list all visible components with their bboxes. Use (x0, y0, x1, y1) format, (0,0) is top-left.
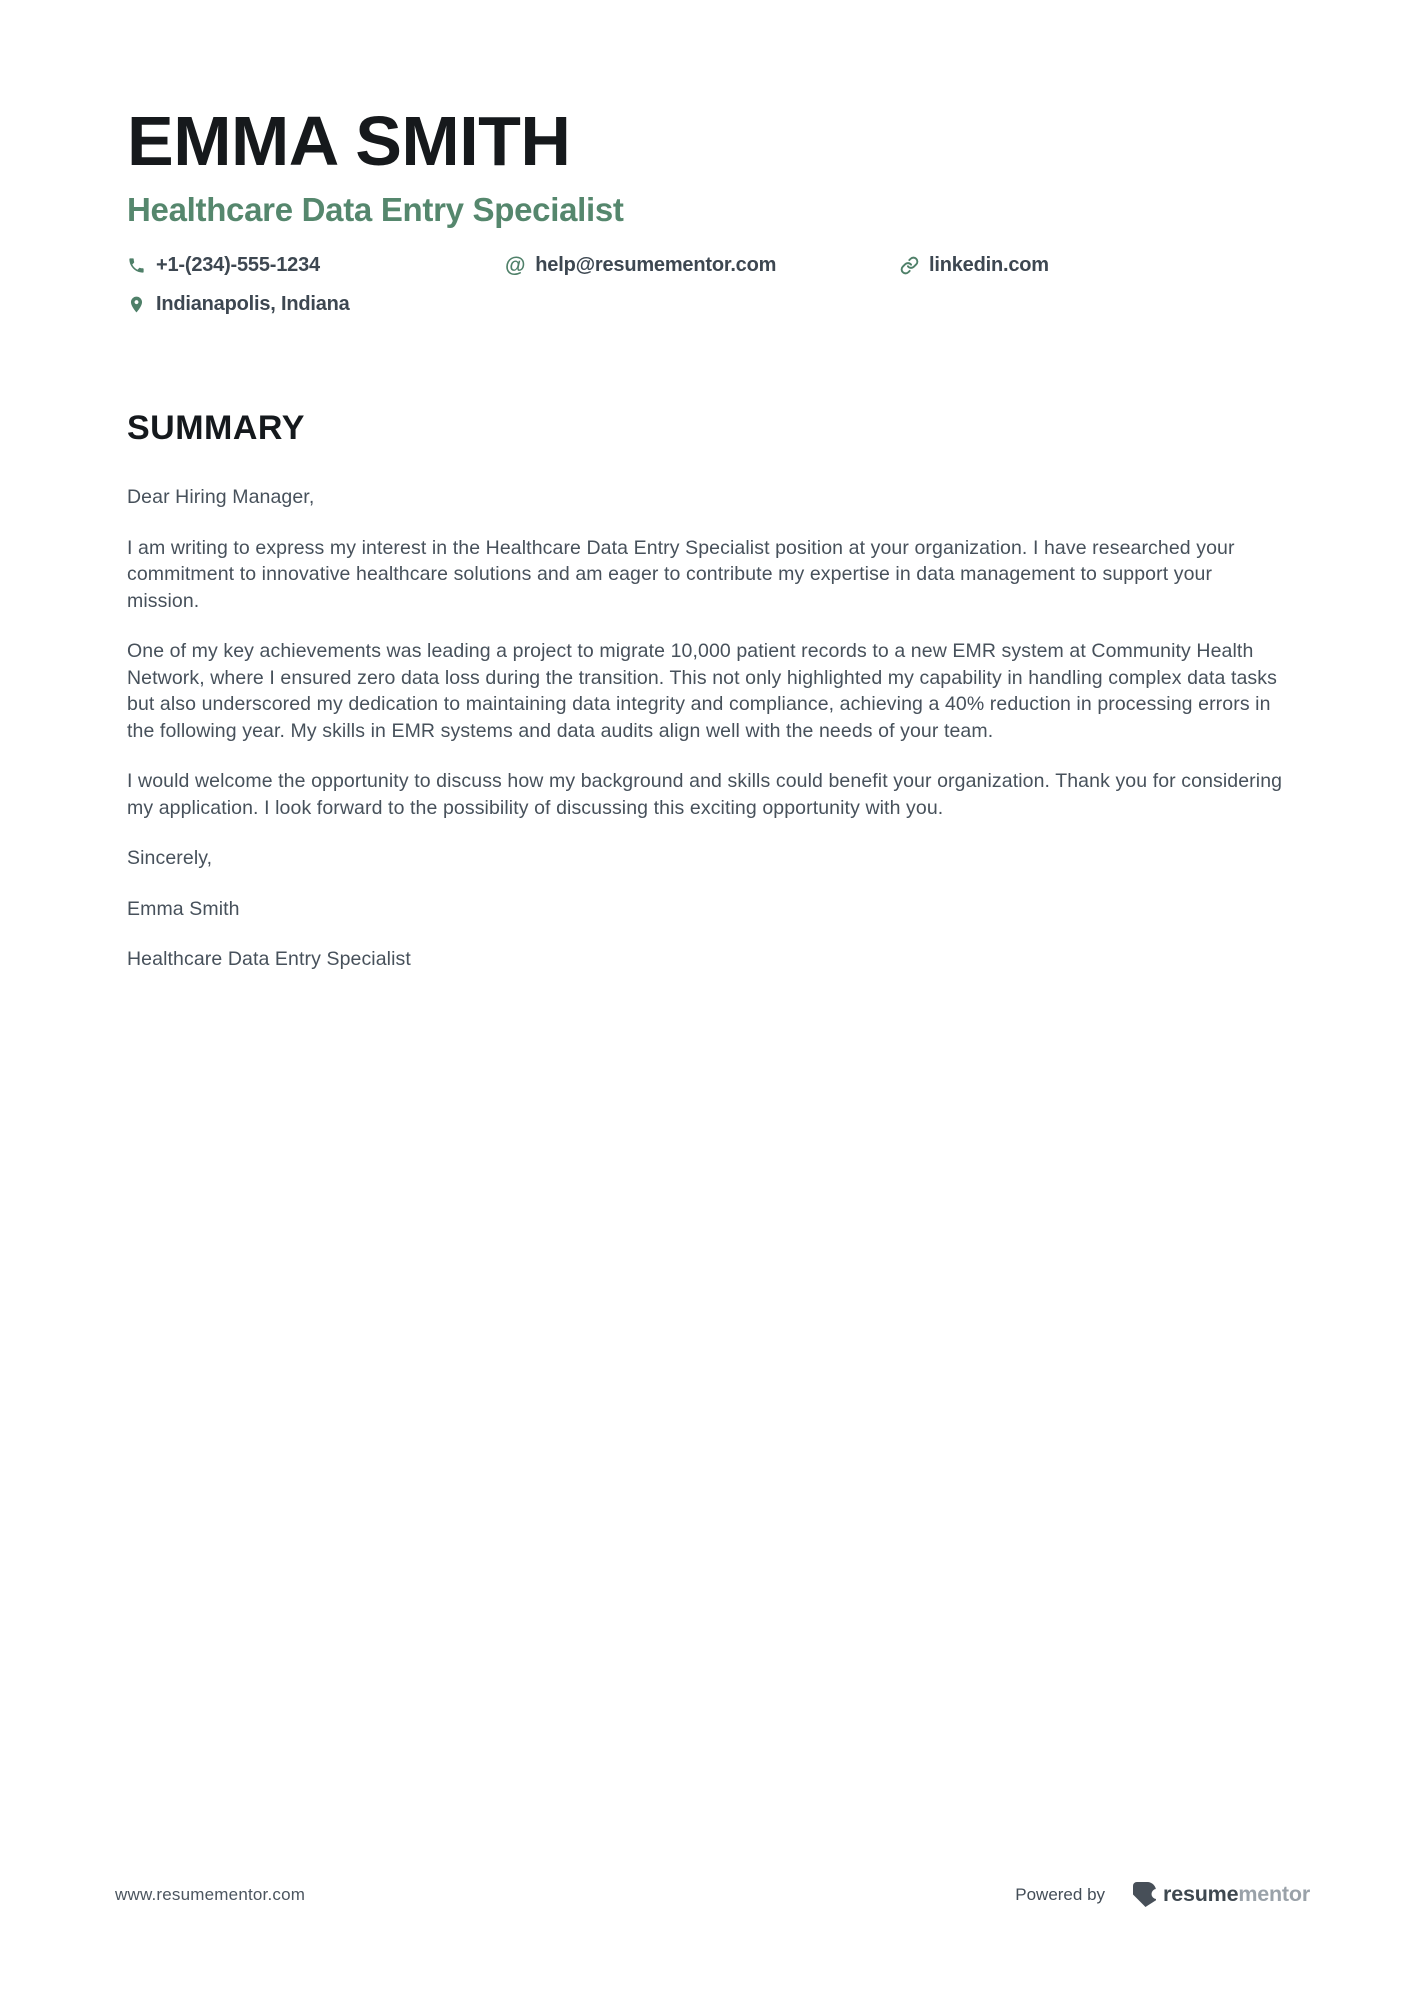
email-address[interactable]: help@resumementor.com (535, 254, 777, 276)
phone-number: +1-(234)-555-1234 (156, 254, 320, 276)
paragraph-achievements: One of my key achievements was leading a project to migrate 10,000 patient records to a new EMR system at Community Health Network, where I ensured zero data loss during the transition. This not only highlighted my capability in handling complex data tasks but also underscored my dedication to maintaining data integrity and compliance, achieving a 40% reduction in processing errors in the following year. My skills in EMR systems and data audits align well with the needs of your team. (127, 640, 1277, 742)
salutation: Dear Hiring Manager, (127, 486, 315, 508)
signoff: Sincerely, (127, 847, 213, 869)
header (127, 0, 1283, 316)
email-contact[interactable] (505, 254, 900, 277)
location-text: Indianapolis, Indiana (156, 293, 350, 315)
powered-by (1015, 1882, 1310, 1907)
paragraph-closing: I would welcome the opportunity to discuss how my background and skills could benefit your organization. Thank you for considering my application. I look forward to the possibility of discussing this exciting opportunity with you. (127, 770, 1283, 819)
logo-wordmark: resumementor (1163, 1882, 1310, 1906)
powered-by-label: Powered by (1015, 1884, 1106, 1904)
footer (115, 1882, 1310, 1907)
signature-title: Healthcare Data Entry Specialist (127, 948, 411, 970)
contact-info (127, 254, 1283, 316)
phone-contact (127, 254, 505, 277)
footer-website[interactable]: www.resumementor.com (115, 1884, 306, 1904)
candidate-name: EMMA SMITH (127, 102, 571, 180)
letter-body (127, 484, 1283, 973)
linkedin-url[interactable]: linkedin.com (929, 254, 1049, 276)
resumementor-logo-icon (1133, 1882, 1156, 1907)
resumementor-logo[interactable] (1133, 1882, 1310, 1907)
paragraph-intro: I am writing to express my interest in the Healthcare Data Entry Specialist position at your organization. I have researched your commitment to innovative healthcare solutions and am eager to contribute my expertise in data management to support your mission. (127, 536, 1235, 612)
summary-section (127, 410, 1283, 973)
link-icon (900, 256, 919, 275)
summary-heading: SUMMARY (127, 409, 305, 447)
location-contact (127, 293, 505, 316)
at-icon: @ (505, 253, 526, 277)
linkedin-contact[interactable] (900, 254, 1283, 277)
phone-icon (127, 256, 146, 275)
job-title: Healthcare Data Entry Specialist (127, 191, 624, 228)
signature-name: Emma Smith (127, 897, 240, 920)
location-pin-icon (127, 295, 146, 314)
